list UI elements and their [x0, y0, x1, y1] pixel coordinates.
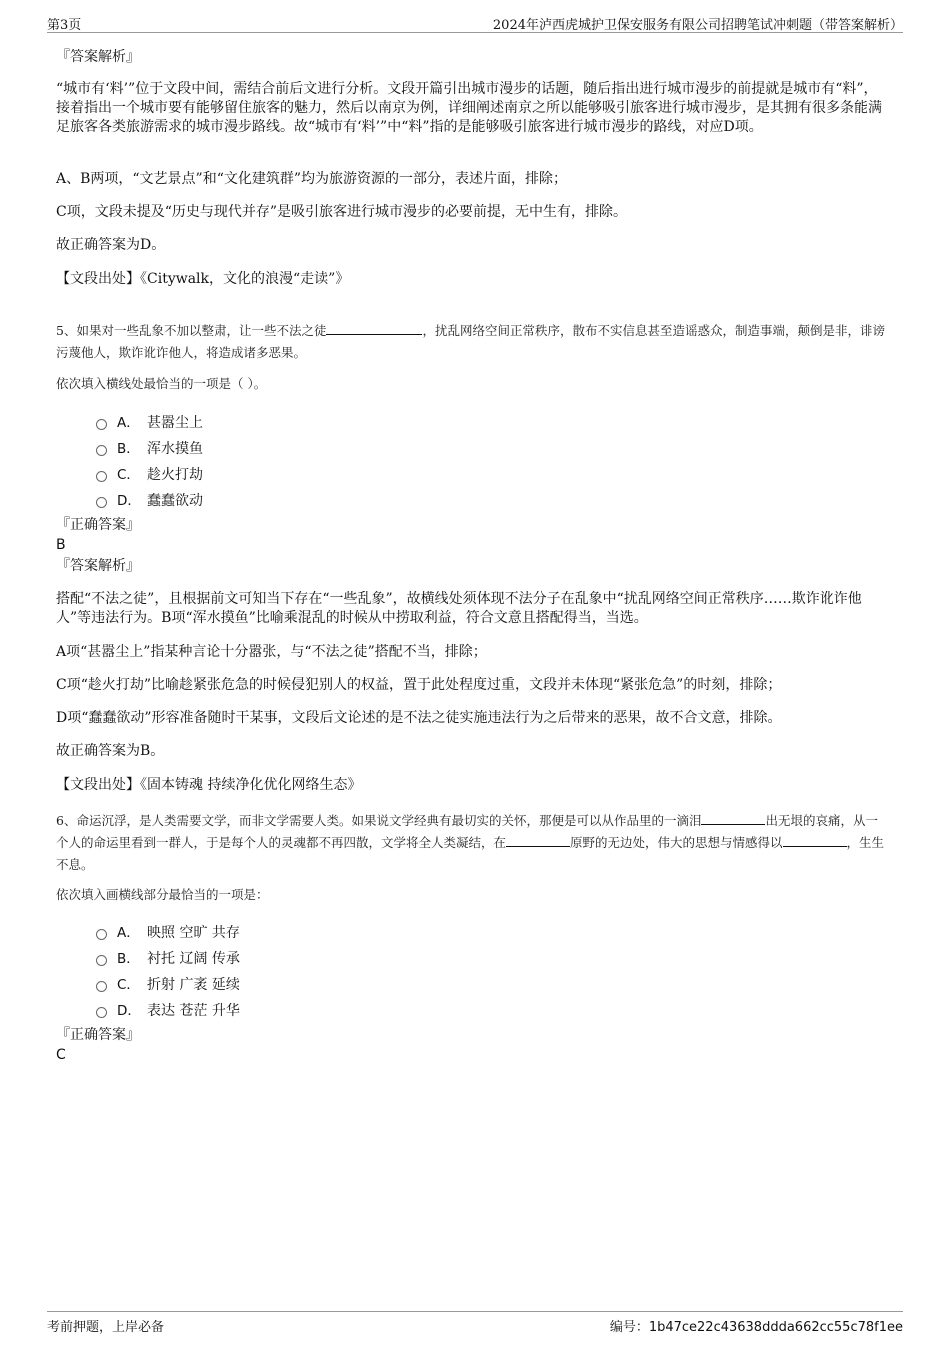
q4-analysis-p2: A、B两项，“文艺景点”和“文化建筑群”均为旅游资源的一部分，表述片面，排除； — [56, 171, 568, 187]
q5-analysis-p3: C项“趁火打劫”比喻趁紧张危急的时候侵犯别人的权益，置于此处程度过重，文段并未体现“紧张危急”的时刻，排除； — [56, 677, 782, 693]
q5-answer: B — [56, 537, 66, 553]
q6-prompt: 依次填入画横线部分最恰当的一项是： — [56, 887, 269, 902]
radio-icon[interactable] — [96, 445, 107, 456]
q5-answer-label: 『正确答案』 — [56, 517, 140, 533]
q4-analysis-label: 『答案解析』 — [56, 49, 140, 65]
radio-icon[interactable] — [96, 497, 107, 508]
q5-prompt: 依次填入横线处最恰当的一项是（ ）。 — [56, 376, 267, 391]
radio-icon[interactable] — [96, 419, 107, 430]
q6-answer: C — [56, 1047, 66, 1063]
q5-option-c[interactable]: C． 趁火打劫 — [96, 463, 203, 483]
q4-analysis-p3: C项，文段未提及“历史与现代并存”是吸引旅客进行城市漫步的必要前提，无中生有，排除。 — [56, 204, 628, 220]
document-title: 2024年泸西虎城护卫保安服务有限公司招聘笔试冲刺题（带答案解析） — [492, 18, 903, 33]
q4-analysis-p4: 故正确答案为D。 — [56, 237, 166, 253]
q6-option-d[interactable]: D． 表达 苍茫 升华 — [96, 999, 240, 1019]
q5-option-b[interactable]: B． 浑水摸鱼 — [96, 437, 203, 457]
q6-option-c[interactable]: C． 折射 广袤 延续 — [96, 973, 240, 993]
q5-analysis-p5: 故正确答案为B。 — [56, 743, 165, 759]
footer-serial: 编号：1b47ce22c43638ddda662cc55c78f1ee — [609, 1320, 903, 1335]
q4-analysis-p1: “城市有‘料’”位于文段中间，需结合前后文进行分析。文段开篇引出城市漫步的话题，随后指出进行城市漫步的前提就是城市有“料”，接着指出一个城市要有能够留住旅客的魅力，然后以南京为例，详细阐述南京之所以能够吸引旅客进行城市漫步，是其拥有很多条能满足旅客各类旅游需求的城市漫步路线。故“城市有‘料’”中“料”指的是能够吸引旅客进行城市漫步的路线，对应D项。 — [56, 81, 882, 135]
q5-blank — [326, 320, 422, 335]
footer-slogan: 考前押题，上岸必备 — [47, 1320, 165, 1335]
q6-blank-2 — [506, 832, 570, 847]
page-footer — [47, 1311, 903, 1338]
q6-blank-1 — [701, 810, 765, 825]
page-number: 第3页 — [47, 18, 82, 33]
radio-icon[interactable] — [96, 929, 107, 940]
radio-icon[interactable] — [96, 981, 107, 992]
q5-analysis-p2: A项“甚嚣尘上”指某种言论十分嚣张，与“不法之徒”搭配不当，排除； — [56, 644, 487, 660]
radio-icon[interactable] — [96, 955, 107, 966]
q5-analysis-p1: 搭配“不法之徒”，且根据前文可知当下存在“一些乱象”，故横线处须体现不法分子在乱象中“扰乱网络空间正常秩序……欺诈讹诈他人”等违法行为。B项“浑水摸鱼”比喻乘混乱的时候从中捞取利益，符合文意且搭配得当，当选。 — [56, 591, 862, 626]
q6-blank-3 — [783, 832, 847, 847]
q6-answer-label: 『正确答案』 — [56, 1027, 140, 1043]
q6-option-b[interactable]: B． 衬托 辽阔 传承 — [96, 947, 240, 967]
page-header — [47, 12, 903, 33]
q5-analysis-p4: D项“蠢蠢欲动”形容准备随时干某事，文段后文论述的是不法之徒实施违法行为之后带来的恶果，故不合文意，排除。 — [56, 710, 782, 726]
radio-icon[interactable] — [96, 1007, 107, 1018]
q5-analysis-label: 『答案解析』 — [56, 558, 140, 574]
q5-option-d[interactable]: D． 蠢蠢欲动 — [96, 489, 203, 509]
q6-option-a[interactable]: A． 映照 空旷 共存 — [96, 921, 240, 941]
radio-icon[interactable] — [96, 471, 107, 482]
q6-stem: 6、命运沉浮，是人类需要文学，而非文学需要人类。如果说文学经典有最切实的关怀，那便是可以从作品里的一滴泪 出无垠的哀痛，从一个人的命运里看到一群人，于是每个人的灵魂都不再四散，文学将全人类凝结，在 原野的无边处，伟大的思想与情感得以 ，生生不息。 — [56, 810, 886, 876]
q4-source: 【文段出处】《Citywalk，文化的浪漫“走读”》 — [56, 271, 350, 287]
q5-option-a[interactable]: A． 甚嚣尘上 — [96, 411, 203, 431]
q5-stem: 5、如果对一些乱象不加以整肃，让一些不法之徒 ，扰乱网络空间正常秩序，散布不实信息甚至造谣惑众，制造事端，颠倒是非，诽谤污蔑他人，欺诈讹诈他人，将造成诸多恶果。 — [56, 320, 886, 364]
q5-source: 【文段出处】《固本铸魂 持续净化优化网络生态》 — [56, 777, 362, 793]
